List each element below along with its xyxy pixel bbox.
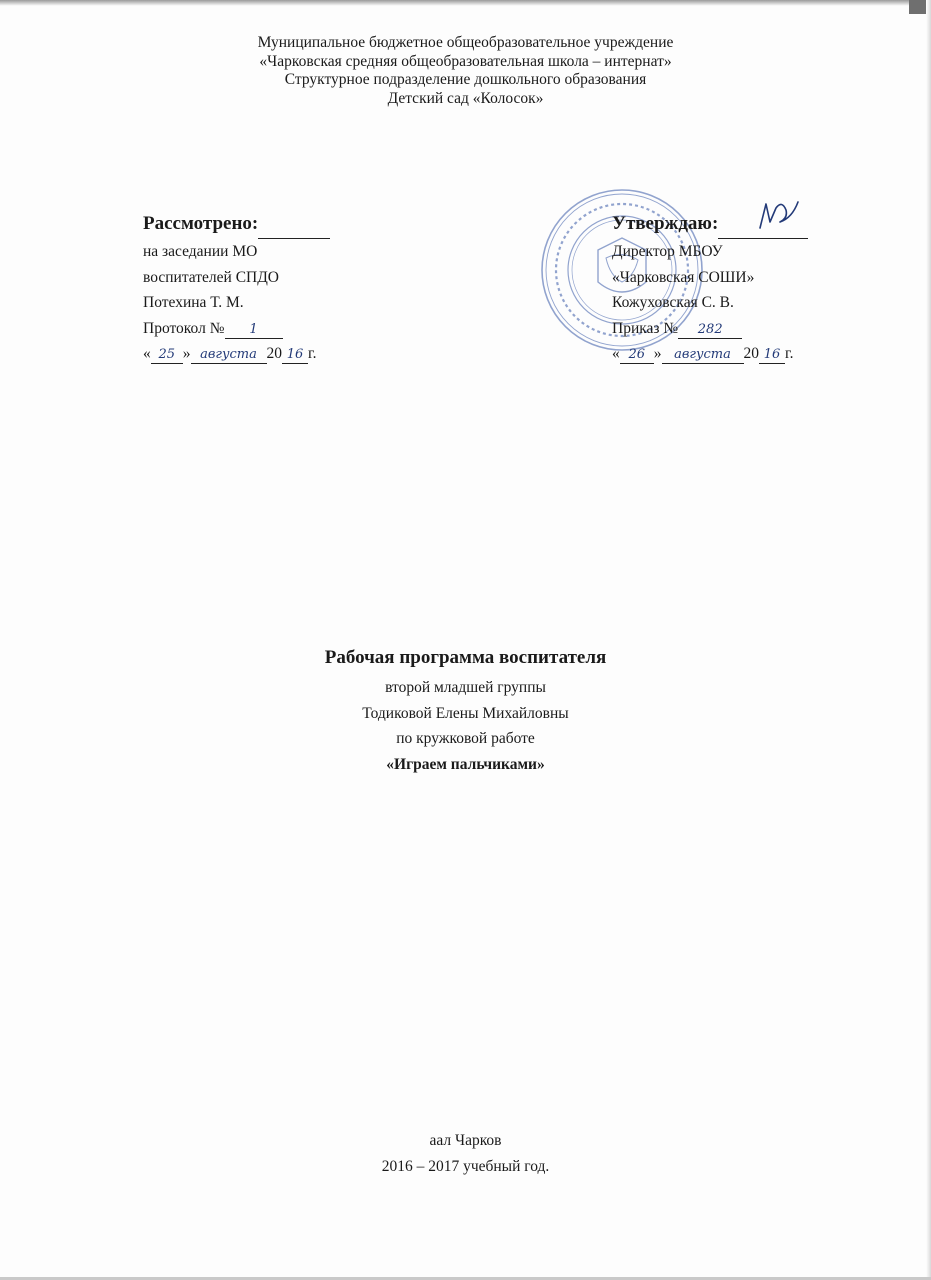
year-suffix-handwritten: 16 <box>759 347 785 364</box>
scan-edge-top <box>0 0 931 6</box>
considered-line-3: Потехина Т. М. <box>143 294 244 312</box>
year-end: г. <box>785 345 794 363</box>
considered-date-line <box>143 341 443 367</box>
institution-header <box>0 34 931 108</box>
approve-line-2: «Чарковская СОШИ» <box>612 268 755 286</box>
program-title: Рабочая программа воспитателя <box>324 647 607 668</box>
approve-line-3: Кожуховская С. В. <box>612 294 734 312</box>
considered-line-2: воспитателей СПДО <box>143 268 279 286</box>
date-month-handwritten: августа <box>191 347 267 364</box>
considered-title <box>143 210 443 239</box>
order-number-handwritten: 282 <box>678 322 742 339</box>
considered-title-text: Рассмотрено: <box>143 213 259 234</box>
date-open-quote: « <box>612 345 620 363</box>
approve-date-line <box>612 341 902 367</box>
date-day-handwritten: 26 <box>620 347 654 364</box>
order-line <box>612 316 902 342</box>
program-club-name: «Играем пальчиками» <box>386 755 545 773</box>
footer-place: аал Чарков <box>429 1132 502 1149</box>
considered-signature-blank <box>258 210 330 239</box>
document-footer <box>0 1128 931 1179</box>
year-prefix: 20 <box>266 345 282 363</box>
program-title-block <box>0 644 931 777</box>
date-day-handwritten: 25 <box>151 347 183 364</box>
considered-line-1: на заседании МО <box>143 243 258 260</box>
protocol-line <box>143 316 443 342</box>
year-prefix: 20 <box>743 345 759 363</box>
approve-title <box>612 210 902 239</box>
considered-block <box>143 210 443 367</box>
approve-block <box>612 210 902 367</box>
date-month-handwritten: августа <box>662 347 744 364</box>
scan-edge-right <box>926 0 931 1280</box>
date-close-quote: » <box>182 345 191 363</box>
footer-year: 2016 – 2017 учебный год. <box>381 1157 550 1175</box>
date-open-quote: « <box>143 345 151 363</box>
approve-line-1: Директор МБОУ <box>612 243 723 260</box>
year-end: г. <box>308 345 317 363</box>
protocol-label: Протокол № <box>143 319 225 337</box>
program-work-type: по кружковой работе <box>396 730 535 748</box>
approve-signature-blank <box>718 210 808 239</box>
header-line-4: Детский сад «Колосок» <box>387 89 544 107</box>
header-line-1: Муниципальное бюджетное общеобразовательное учреждение <box>257 34 674 51</box>
header-line-3: Структурное подразделение дошкольного образования <box>284 71 647 88</box>
order-label: Приказ № <box>612 319 679 337</box>
header-line-2: «Чарковская средняя общеобразовательная школа – интернат» <box>259 52 672 70</box>
protocol-number-handwritten: 1 <box>225 322 283 339</box>
program-group: второй младшей группы <box>385 679 546 696</box>
approve-title-text: Утверждаю: <box>612 213 719 234</box>
date-close-quote: » <box>653 345 662 363</box>
year-suffix-handwritten: 16 <box>282 347 308 364</box>
program-teacher: Тодиковой Елены Михайловны <box>362 704 569 722</box>
